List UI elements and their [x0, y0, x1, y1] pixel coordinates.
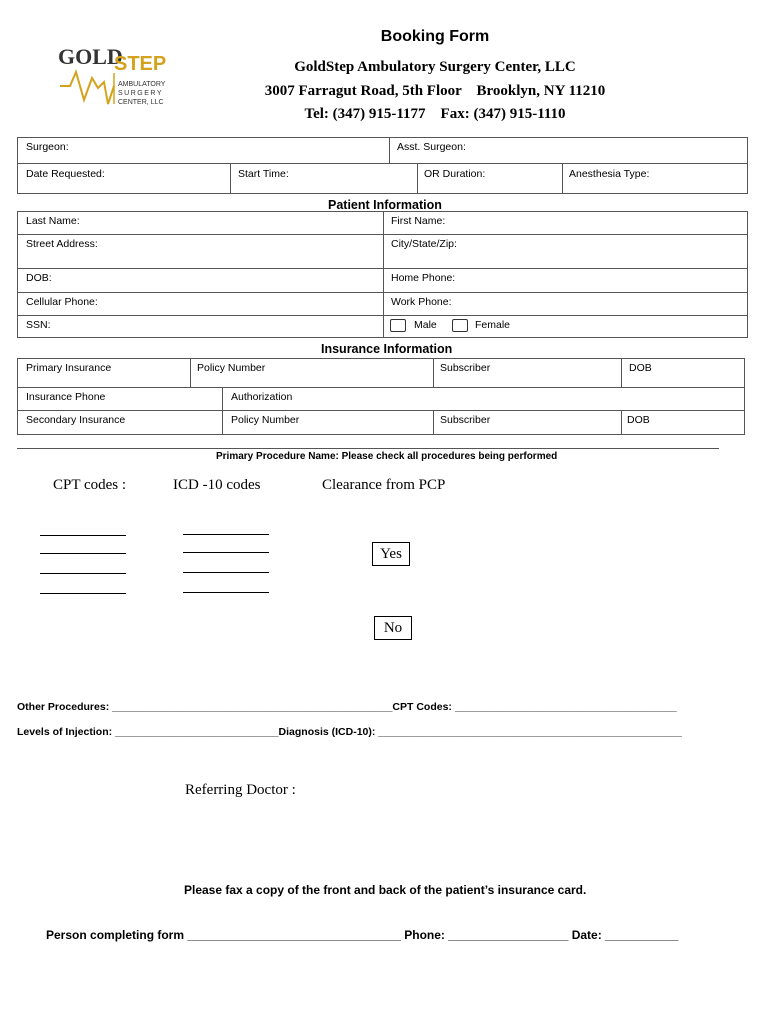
secondary-insurance-field[interactable]: Secondary Insurance	[26, 414, 126, 426]
clearance-yes-box[interactable]: Yes	[372, 542, 410, 566]
city-state-zip-field[interactable]: City/State/Zip:	[391, 238, 457, 250]
other-procedures-line[interactable]: Other Procedures: ________________________________________________CPT Codes: ______________________________________	[17, 701, 677, 713]
icd-code-line-4[interactable]	[183, 592, 269, 593]
goldstep-logo	[58, 42, 168, 112]
insurance-phone-field[interactable]: Insurance Phone	[26, 391, 106, 403]
company-name: GoldStep Ambulatory Surgery Center, LLC	[294, 59, 576, 75]
icd-codes-label: ICD -10 codes	[173, 477, 261, 493]
policy-number-field[interactable]: Policy Number	[197, 362, 266, 374]
cpt-codes-label: CPT codes :	[53, 477, 127, 493]
referring-doctor-label[interactable]: Referring Doctor :	[185, 782, 296, 798]
insurance-info-title: Insurance Information	[321, 342, 453, 356]
company-address: 3007 Farragut Road, 5th Floor Brooklyn, NY 11210	[264, 83, 606, 99]
last-name-field[interactable]: Last Name:	[26, 215, 80, 227]
start-time-field[interactable]: Start Time:	[238, 168, 289, 180]
levels-diagnosis-line[interactable]: Levels of Injection: ____________________________Diagnosis (ICD-10): ____________________________________________________	[17, 726, 682, 738]
work-phone-field[interactable]: Work Phone:	[391, 296, 452, 308]
svg-text:GOLD: GOLD	[58, 44, 123, 69]
form-title: Booking Form	[380, 28, 490, 45]
primary-insurance-field[interactable]: Primary Insurance	[26, 362, 112, 374]
icd-code-line-1[interactable]	[183, 534, 269, 535]
cpt-code-line-1[interactable]	[40, 535, 126, 536]
fax-note: Please fax a copy of the front and back of the patient’s insurance card.	[184, 883, 587, 897]
authorization-field[interactable]: Authorization	[231, 391, 293, 403]
home-phone-field[interactable]: Home Phone:	[391, 272, 456, 284]
svg-text:CENTER, LLC: CENTER, LLC	[118, 99, 164, 106]
clearance-label: Clearance from PCP	[322, 477, 446, 493]
patient-dob-field[interactable]: DOB:	[26, 272, 52, 284]
surgery-table	[17, 137, 748, 194]
patient-info-title: Patient Information	[328, 198, 442, 212]
secondary-policy-number-field[interactable]: Policy Number	[231, 414, 300, 426]
svg-text:AMBULATORY: AMBULATORY	[118, 81, 166, 88]
clearance-no-box[interactable]: No	[374, 616, 412, 640]
icd-code-line-2[interactable]	[183, 552, 269, 553]
company-phones: Tel: (347) 915-1177 Fax: (347) 915-1110	[304, 106, 566, 122]
female-checkbox[interactable]	[452, 319, 468, 332]
svg-text:SURGERY: SURGERY	[118, 90, 163, 97]
or-duration-field[interactable]: OR Duration:	[424, 168, 486, 180]
surgeon-field[interactable]: Surgeon:	[26, 141, 69, 153]
person-completing-line[interactable]: Person completing form ________________________________ Phone: __________________ Date: ___________	[46, 928, 679, 942]
primary-procedure-note: Primary Procedure Name: Please check all procedures being performed	[216, 451, 558, 462]
secondary-dob-field[interactable]: DOB	[627, 414, 650, 426]
secondary-subscriber-field[interactable]: Subscriber	[440, 414, 491, 426]
first-name-field[interactable]: First Name:	[391, 215, 446, 227]
male-label: Male	[414, 319, 437, 331]
cpt-code-line-3[interactable]	[40, 573, 126, 574]
subscriber-dob-field[interactable]: DOB	[629, 362, 652, 374]
cell-phone-field[interactable]: Cellular Phone:	[26, 296, 98, 308]
icd-code-line-3[interactable]	[183, 572, 269, 573]
date-requested-field[interactable]: Date Requested:	[26, 168, 105, 180]
svg-text:STEP: STEP	[114, 53, 167, 75]
female-label: Female	[475, 319, 511, 331]
asst-surgeon-field[interactable]: Asst. Surgeon:	[397, 141, 466, 153]
male-checkbox[interactable]	[390, 319, 406, 332]
anesthesia-type-field[interactable]: Anesthesia Type:	[569, 168, 650, 180]
cpt-code-line-4[interactable]	[40, 593, 126, 594]
ssn-field[interactable]: SSN:	[26, 319, 51, 331]
cpt-code-line-2[interactable]	[40, 553, 126, 554]
subscriber-field[interactable]: Subscriber	[440, 362, 491, 374]
street-address-field[interactable]: Street Address:	[26, 238, 98, 250]
